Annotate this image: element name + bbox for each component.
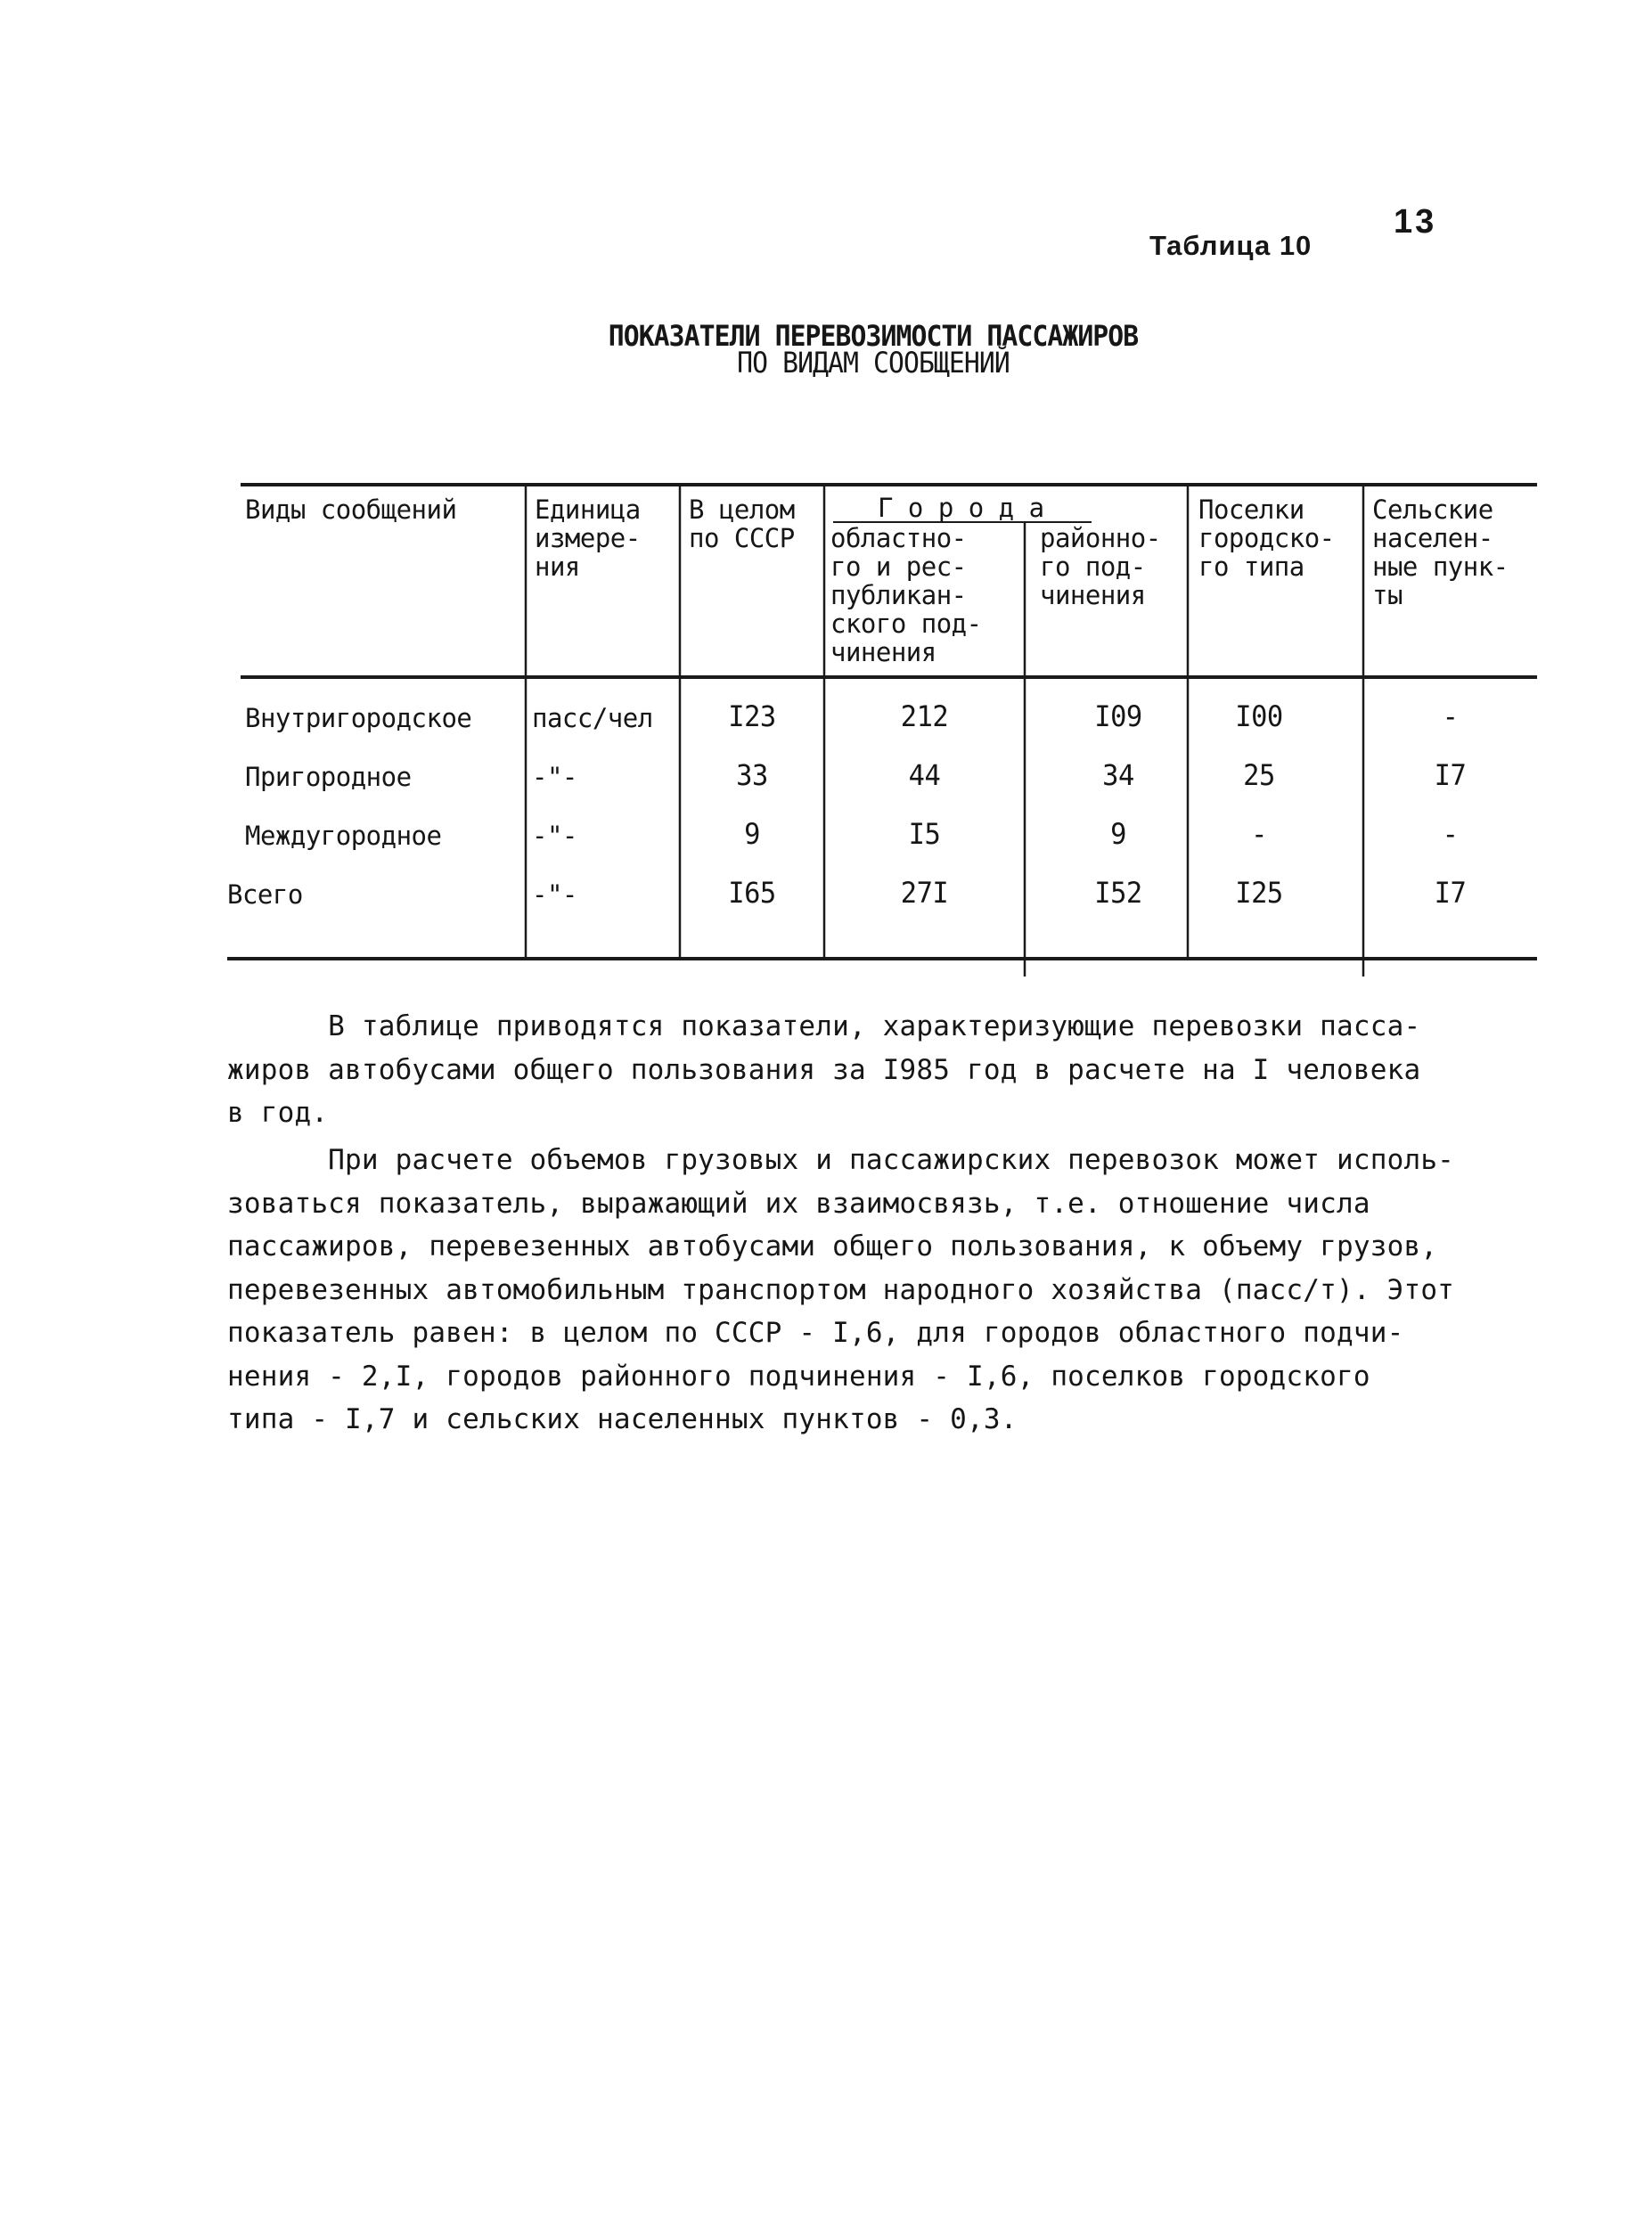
paragraph-line: в год.: [227, 1097, 329, 1129]
row-cities-regional: 212: [900, 699, 949, 733]
paragraph-line: При расчете объемов грузовых и пассажирских перевозок может исполь-: [227, 1144, 1455, 1176]
row-cities-district: 9: [1110, 817, 1126, 851]
row-unit: пасс/чел: [532, 703, 653, 733]
header-unit: Единица измере- ния: [535, 494, 641, 582]
row-total-ussr: 9: [744, 817, 760, 851]
row-kind: Внутригородское: [245, 703, 472, 733]
paragraph-line: перевезенных автомобильным транспортом народного хозяйства (пасс/т). Этот: [227, 1273, 1455, 1306]
row-kind: Пригородное: [245, 762, 412, 792]
paragraph-line: показатель равен: в целом по СССР - I,6, для городов областного подчи-: [227, 1317, 1404, 1349]
row-rural: -: [1442, 817, 1459, 851]
page-number: 13: [1394, 203, 1437, 241]
paragraph-1: [227, 1005, 1537, 1135]
row-total-ussr: I23: [728, 699, 776, 733]
header-cities-district: районно- го под- чинения: [1040, 523, 1161, 610]
header-cities-regional: областно- го и рес- публикан- ского под- чинения: [830, 523, 982, 667]
passenger-mobility-table: [227, 481, 1537, 980]
paragraph-line: В таблице приводятся показатели, характеризующие перевозки пасса-: [227, 1010, 1421, 1042]
header-kind: Виды сообщений: [245, 494, 457, 525]
doc-title-line-2: ПО ВИДАМ СООБЩЕНИЙ: [737, 346, 1010, 380]
paragraph-line: типа - I,7 и сельских населенных пунктов - 0,3.: [227, 1403, 1018, 1435]
row-rural: I7: [1434, 876, 1467, 910]
row-cities-district: I52: [1094, 876, 1142, 910]
paragraph-2: [227, 1139, 1537, 1442]
paragraph-line: зоваться показатель, выражающий их взаимосвязь, т.е. отношение числа: [227, 1187, 1370, 1220]
header-total-ussr: В целом по СССР: [689, 494, 795, 553]
paragraph-line: пассажиров, перевезенных автобусами общего пользования, к объему грузов,: [227, 1230, 1438, 1263]
row-unit: -"-: [532, 879, 577, 910]
row-rural: -: [1442, 699, 1459, 733]
row-cities-regional: I5: [908, 817, 941, 851]
row-urban-settlements: 25: [1243, 758, 1275, 792]
doc-title-line-1: ПОКАЗАТЕЛИ ПЕРЕВОЗИМОСТИ ПАССАЖИРОВ: [608, 319, 1139, 353]
row-urban-settlements: I00: [1235, 699, 1283, 733]
row-unit: -"-: [532, 821, 577, 851]
paragraph-line: нения - 2,I, городов районного подчинения - I,6, поселков городского: [227, 1360, 1370, 1393]
header-rural: Сельские населен- ные пунк- ты: [1372, 494, 1509, 610]
row-kind: Всего: [227, 879, 303, 910]
table-label: Таблица 10: [1149, 230, 1313, 261]
row-kind: Междугородное: [245, 821, 442, 851]
row-cities-regional: 44: [908, 758, 941, 792]
header-cities-group: Г о р о д а: [878, 493, 1044, 523]
row-urban-settlements: I25: [1235, 876, 1283, 910]
row-unit: -"-: [532, 762, 577, 792]
row-rural: I7: [1434, 758, 1467, 792]
row-total-ussr: I65: [728, 876, 776, 910]
row-total-ussr: 33: [736, 758, 768, 792]
row-cities-district: I09: [1094, 699, 1142, 733]
row-cities-district: 34: [1102, 758, 1134, 792]
header-urban-settlements: Поселки городско- го типа: [1198, 494, 1335, 582]
paragraph-line: жиров автобусами общего пользования за I985 год в расчете на I человека: [227, 1053, 1421, 1086]
row-cities-regional: 27I: [900, 876, 949, 910]
row-urban-settlements: -: [1251, 817, 1267, 851]
